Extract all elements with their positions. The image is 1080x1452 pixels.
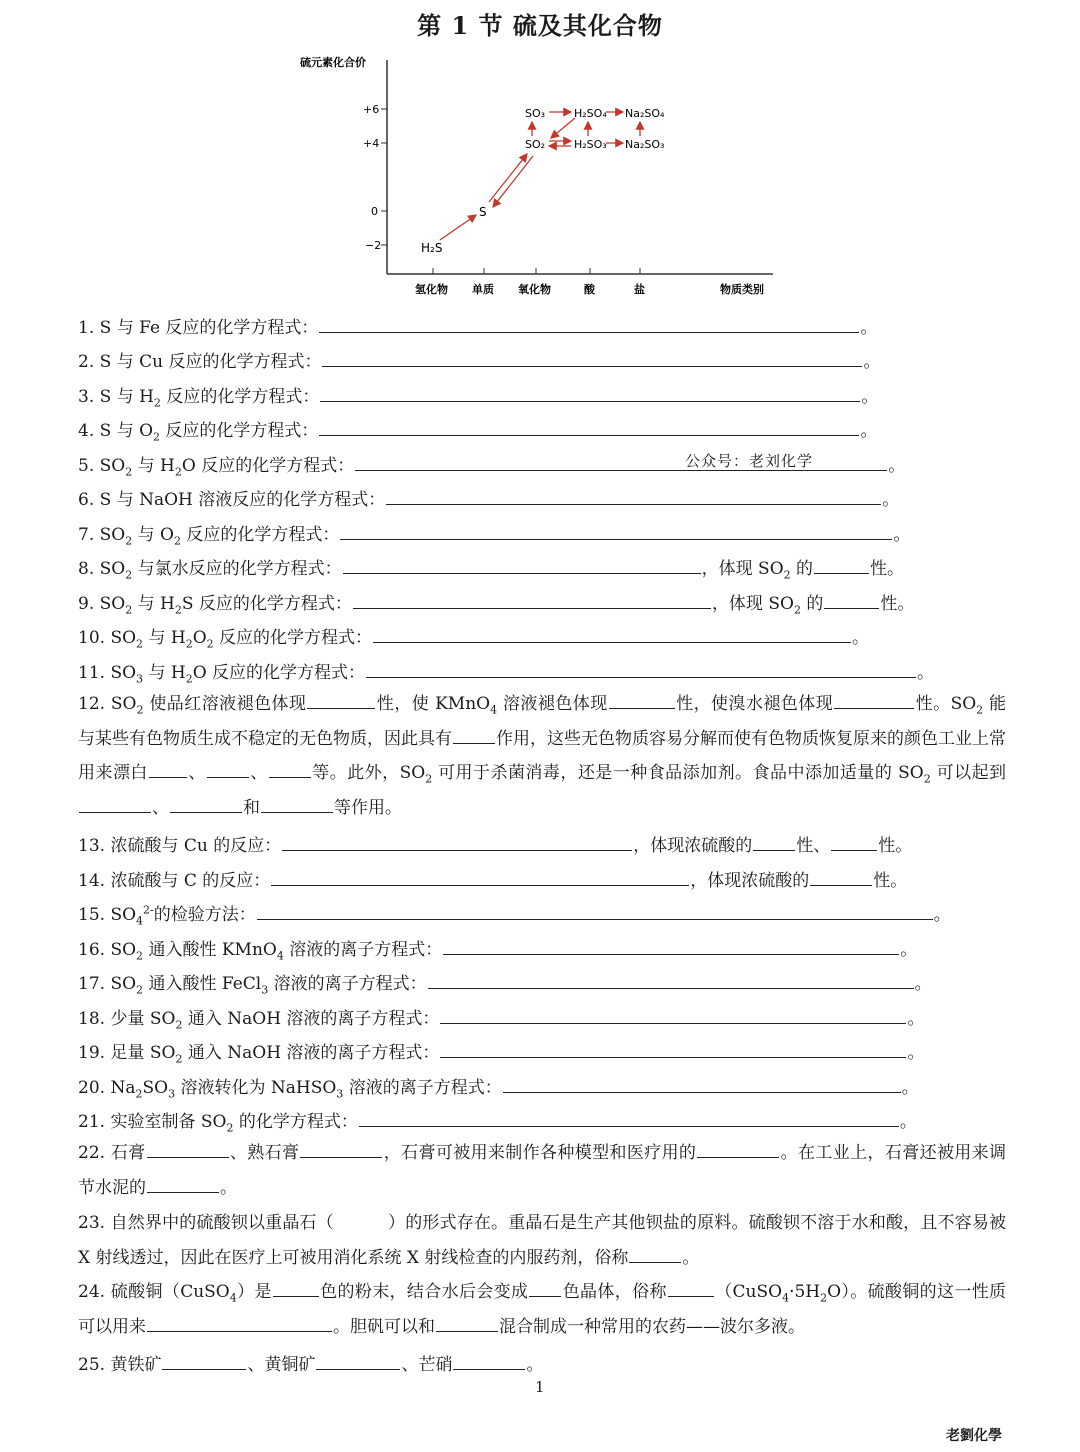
- subscript: 2: [206, 637, 214, 651]
- answer-blank[interactable]: [343, 556, 701, 574]
- question-text: 和: [243, 797, 260, 818]
- answer-blank[interactable]: [753, 833, 795, 851]
- question-text: 与 H: [143, 628, 186, 648]
- question-14: [78, 868, 907, 891]
- question-number: 5.: [78, 456, 95, 476]
- question-number: 19.: [78, 1043, 106, 1063]
- question-text: S 与 O: [99, 421, 154, 441]
- question-number: 11.: [78, 663, 106, 683]
- question-25: [78, 1352, 543, 1375]
- subscript: 4: [276, 949, 284, 963]
- question-text: Na: [110, 1078, 136, 1098]
- species-so2: SO₂: [525, 138, 546, 151]
- xcat-label: 盐: [634, 283, 645, 296]
- question-text: 性、: [796, 836, 831, 856]
- page-number: 1: [535, 1378, 545, 1396]
- question-6: [78, 487, 899, 510]
- superscript: 2-: [143, 903, 154, 917]
- question-text: SO: [99, 525, 126, 545]
- answer-blank[interactable]: [273, 1281, 319, 1297]
- question-17: [78, 971, 932, 997]
- period: 。: [907, 1009, 925, 1029]
- question-text: 溶液的离子方程式：: [283, 940, 443, 960]
- question-text: ）是: [236, 1282, 272, 1302]
- question-number: 17.: [78, 974, 106, 994]
- subscript: 2: [136, 637, 144, 651]
- question-text: 性。: [870, 559, 905, 579]
- subscript: 2: [226, 1121, 234, 1135]
- subscript: 2: [185, 672, 193, 686]
- question-number: 6.: [78, 490, 95, 510]
- answer-blank[interactable]: [810, 868, 872, 886]
- question-text: 浓硫酸与 Cu 的反应：: [110, 836, 282, 856]
- species-na2so3: Na₂SO₃: [625, 138, 665, 151]
- answer-blank[interactable]: [814, 556, 869, 574]
- question-number: 2.: [78, 352, 95, 372]
- species-h2s: H₂S: [421, 241, 443, 255]
- question-text: 与 H: [132, 456, 175, 476]
- answer-blank[interactable]: [282, 833, 632, 851]
- question-number: 9.: [78, 594, 95, 614]
- question-text: 、: [187, 763, 206, 783]
- question-4: [78, 418, 878, 444]
- period: 。: [863, 352, 881, 372]
- question-text: 与氯水反应的化学方程式：: [132, 559, 342, 579]
- question-text: 通入 NaOH 溶液的离子方程式：: [182, 1043, 440, 1063]
- answer-blank[interactable]: [300, 1142, 382, 1158]
- answer-blank[interactable]: [359, 1109, 899, 1127]
- question-text: 性。SO: [915, 694, 977, 714]
- species-h2so4: H₂SO₄: [574, 107, 607, 120]
- x-axis-label: 物质类别: [720, 283, 764, 296]
- question-text: 色的粉末，结合水后会变成: [319, 1282, 529, 1302]
- arrow-h2so4-so2: [551, 118, 575, 138]
- period: 。: [861, 387, 879, 407]
- question-text: 色晶体，俗称: [562, 1282, 667, 1302]
- question-text: 实验室制备 SO: [110, 1112, 227, 1132]
- question-text: 的: [800, 594, 824, 614]
- question-text: SO: [99, 456, 126, 476]
- answer-blank[interactable]: [147, 1177, 219, 1193]
- answer-blank[interactable]: [319, 315, 859, 333]
- question-text: 混合制成一种常用的农药——波尔多液。: [499, 1316, 805, 1337]
- answer-blank[interactable]: [453, 1352, 525, 1370]
- subscript: 3: [336, 1087, 344, 1101]
- period: 。: [901, 1078, 919, 1098]
- valence-diagram: [295, 52, 775, 302]
- answer-blank[interactable]: [79, 797, 151, 813]
- subscript: 2: [923, 772, 931, 786]
- species-h2so3: H₂SO₃: [574, 138, 607, 151]
- question-text: 、: [249, 763, 268, 783]
- answer-blank[interactable]: [316, 1352, 400, 1370]
- question-12: [78, 687, 1006, 825]
- arrow-so2-s: [493, 156, 533, 207]
- question-text: ，石膏可被用来制作各种模型和医疗用的: [383, 1143, 697, 1163]
- question-text: 。在工业上，石膏还被用来调节水泥的: [78, 1143, 1007, 1198]
- subscript: 2: [125, 603, 133, 617]
- question-text: ·5H: [789, 1282, 821, 1302]
- answer-blank[interactable]: [443, 937, 899, 955]
- question-9: [78, 591, 915, 617]
- question-text: SO: [110, 905, 137, 925]
- period: 。: [907, 1043, 925, 1063]
- period: 。: [933, 905, 951, 925]
- question-text: SO: [110, 663, 137, 683]
- question-number: 24.: [78, 1282, 106, 1302]
- question-text: 等。此外，SO: [311, 763, 426, 783]
- answer-blank[interactable]: [436, 1316, 498, 1332]
- answer-blank[interactable]: [307, 693, 375, 709]
- subscript: 3: [136, 672, 144, 686]
- question-text: 、芒硝: [401, 1355, 453, 1375]
- subscript: 2: [136, 983, 144, 997]
- question-text: 与 H: [143, 663, 186, 683]
- subscript: 2: [820, 1291, 828, 1305]
- question-text: S 与 Fe 反应的化学方程式：: [99, 318, 319, 338]
- answer-blank[interactable]: [831, 833, 877, 851]
- question-text: S 与 Cu 反应的化学方程式：: [99, 352, 322, 372]
- subscript: 2: [175, 1018, 183, 1032]
- question-text: 通入 NaOH 溶液的离子方程式：: [182, 1009, 440, 1029]
- subscript: 2: [174, 603, 182, 617]
- species-so3: SO₃: [525, 107, 546, 120]
- question-text: SO: [110, 940, 137, 960]
- ytick-label: 0: [371, 205, 378, 218]
- watermark-note: 公众号：老刘化学: [685, 452, 814, 470]
- question-number: 4.: [78, 421, 95, 441]
- question-number: 18.: [78, 1009, 106, 1029]
- question-text: 性。: [880, 594, 915, 614]
- answer-blank[interactable]: [147, 1142, 229, 1158]
- subscript: 2: [793, 603, 801, 617]
- subscript: 2: [175, 1052, 183, 1066]
- question-text: 性。: [873, 871, 908, 891]
- question-text: ）的形式存在。重晶石是生产其他钡盐的原料。硫酸钡不溶于水和酸，且不容易被 X 射线透过，因此在医疗上可被用消化系统 X 射线检查的内服药剂，俗称: [78, 1213, 1007, 1268]
- question-text: SO: [142, 1078, 169, 1098]
- answer-blank[interactable]: [366, 660, 916, 678]
- question-text: 。: [220, 1177, 237, 1198]
- question-text: O: [192, 628, 207, 648]
- question-text: SO: [99, 594, 126, 614]
- question-number: 21.: [78, 1112, 106, 1132]
- answer-blank[interactable]: [261, 797, 333, 813]
- question-text: 。: [526, 1355, 544, 1375]
- answer-blank[interactable]: [320, 384, 860, 402]
- arrow-h2s-s: [440, 215, 476, 240]
- question-16: [78, 937, 918, 963]
- question-text: 、黄铜矿: [247, 1355, 316, 1375]
- period: 。: [917, 663, 935, 683]
- question-text: SO: [110, 974, 137, 994]
- period: 。: [882, 490, 900, 510]
- question-number: 20.: [78, 1078, 106, 1098]
- question-text: SO: [99, 559, 126, 579]
- question-text: 的检验方法：: [153, 905, 256, 925]
- subscript: 4: [490, 703, 498, 717]
- period: 。: [914, 974, 932, 994]
- question-number: 10.: [78, 628, 106, 648]
- question-text: 足量 SO: [110, 1043, 176, 1063]
- question-text: 反应的化学方程式：: [213, 628, 373, 648]
- question-text: 少量 SO: [110, 1009, 176, 1029]
- subscript: 3: [261, 983, 269, 997]
- question-text: 硫酸铜（CuSO: [110, 1282, 230, 1302]
- question-text: 、: [152, 797, 169, 818]
- question-10: [78, 625, 870, 651]
- answer-blank[interactable]: [668, 1281, 714, 1297]
- question-text: S 与 H: [99, 387, 154, 407]
- question-text: 性，使溴水褪色体现: [675, 694, 834, 714]
- answer-blank[interactable]: [824, 591, 879, 609]
- question-text: O）。硫酸铜的这一性质可以用来: [78, 1282, 1007, 1337]
- question-text: 溶液转化为 NaHSO: [175, 1078, 337, 1098]
- question-text: 浓硫酸与 C 的反应：: [110, 871, 271, 891]
- subscript: 2: [125, 534, 133, 548]
- question-20: [78, 1075, 919, 1101]
- question-text: 反应的化学方程式：: [160, 421, 319, 441]
- question-19: [78, 1040, 925, 1066]
- answer-blank[interactable]: [319, 418, 859, 436]
- question-number: 8.: [78, 559, 95, 579]
- question-text: 反应的化学方程式：: [160, 387, 320, 407]
- subscript: 2: [783, 568, 791, 582]
- question-text: S 反应的化学方程式：: [181, 594, 352, 614]
- answer-blank[interactable]: [386, 487, 881, 505]
- question-number: 15.: [78, 905, 106, 925]
- question-text: SO: [110, 694, 137, 714]
- subscript: 2: [125, 568, 133, 582]
- question-text: 、熟石膏: [229, 1143, 300, 1163]
- question-13: [78, 833, 912, 856]
- question-7: [78, 522, 911, 548]
- question-text: （CuSO: [714, 1282, 783, 1302]
- question-text: S 与 NaOH 溶液反应的化学方程式：: [99, 490, 386, 510]
- ytick-label: −2: [365, 239, 382, 252]
- question-text: 通入酸性 FeCl: [143, 974, 262, 994]
- answer-blank[interactable]: [340, 522, 892, 540]
- answer-blank[interactable]: [322, 349, 862, 367]
- period: 。: [893, 525, 911, 545]
- question-number: 22.: [78, 1143, 106, 1163]
- subscript: 2: [976, 703, 984, 717]
- question-15: [78, 902, 951, 928]
- arrow-s-so2: [489, 154, 527, 202]
- species-na2so4: Na₂SO₄: [625, 107, 665, 120]
- question-number: 13.: [78, 836, 106, 856]
- page-title: 第 1 节 硫及其化合物: [417, 11, 663, 40]
- period: 。: [899, 1112, 917, 1132]
- y-axis-label: 硫元素化合价: [300, 56, 366, 69]
- question-text: 的化学方程式：: [233, 1112, 358, 1132]
- subscript: 4: [782, 1291, 790, 1305]
- answer-blank[interactable]: [149, 762, 187, 778]
- question-text: 可以起到: [930, 763, 1007, 783]
- question-number: 1.: [78, 318, 95, 338]
- question-22: [78, 1136, 1006, 1205]
- answer-blank[interactable]: [353, 591, 711, 609]
- answer-blank[interactable]: [629, 1247, 681, 1263]
- question-number: 25.: [78, 1355, 106, 1375]
- question-text: 等作用。: [334, 797, 402, 818]
- footer-brand: 老劉化學: [946, 1428, 1002, 1444]
- question-3: [78, 384, 879, 410]
- question-text: 可用于杀菌消毒，还是一种食品添加剂。食品中添加适量的 SO: [432, 763, 924, 783]
- answer-blank[interactable]: [440, 1040, 906, 1058]
- question-8: [78, 556, 905, 582]
- xcat-label: 单质: [472, 283, 494, 296]
- question-text: 。胆矾可以和: [333, 1316, 435, 1337]
- question-number: 16.: [78, 940, 106, 960]
- subscript: 2: [185, 637, 193, 651]
- question-text: 黄铁矿: [110, 1355, 162, 1375]
- question-2: [78, 349, 880, 372]
- subscript: 2: [173, 534, 181, 548]
- question-23: [78, 1206, 1006, 1275]
- answer-blank[interactable]: [207, 762, 249, 778]
- ytick-label: +6: [363, 103, 380, 116]
- subscript: 2: [135, 1087, 143, 1101]
- xcat-label: 酸: [584, 283, 595, 296]
- answer-blank[interactable]: [697, 1142, 779, 1158]
- question-text: 溶液的离子方程式：: [343, 1078, 502, 1098]
- subscript: 3: [168, 1087, 176, 1101]
- question-text: ，体现浓硫酸的: [690, 871, 810, 891]
- question-18: [78, 1006, 925, 1032]
- answer-blank[interactable]: [440, 1006, 906, 1024]
- answer-blank[interactable]: [373, 625, 851, 643]
- question-text: ，体现浓硫酸的: [633, 836, 753, 856]
- answer-blank[interactable]: [834, 693, 914, 709]
- question-text: O 反应的化学方程式：: [181, 456, 355, 476]
- period: 。: [900, 940, 918, 960]
- subscript: 4: [229, 1291, 237, 1305]
- ytick-label: +4: [363, 137, 380, 150]
- period: 。: [852, 628, 870, 648]
- answer-blank[interactable]: [257, 902, 933, 920]
- question-text: 性。: [878, 836, 913, 856]
- question-number: 14.: [78, 871, 106, 891]
- question-text: 自然界中的硫酸钡以重晶石（: [110, 1213, 334, 1233]
- period: 。: [860, 421, 878, 441]
- subscript: 2: [136, 949, 144, 963]
- subscript: 2: [153, 396, 161, 410]
- question-text: 使品红溶液褪色体现: [143, 694, 307, 714]
- subscript: 2: [125, 465, 133, 479]
- question-text: ，体现 SO: [701, 559, 784, 579]
- question-text: 性，使 KMnO: [376, 694, 491, 714]
- period: 。: [888, 456, 906, 476]
- question-text: 石膏: [110, 1143, 146, 1163]
- question-text: O 反应的化学方程式：: [192, 663, 366, 683]
- question-text: 溶液褪色体现: [497, 694, 608, 714]
- question-text: 反应的化学方程式：: [180, 525, 340, 545]
- question-text: 通入酸性 KMnO: [143, 940, 277, 960]
- subscript: 4: [136, 914, 144, 928]
- question-text: 能与某些有色物质生成不稳定的无色物质，因此具有: [78, 694, 1007, 749]
- question-text: SO: [110, 628, 137, 648]
- answer-blank[interactable]: [428, 971, 914, 989]
- question-number: 12.: [78, 694, 106, 714]
- question-24: [78, 1275, 1006, 1344]
- answer-blank[interactable]: [271, 868, 689, 886]
- question-number: 3.: [78, 387, 95, 407]
- xcat-label: 氧化物: [518, 283, 551, 296]
- answer-blank[interactable]: [147, 1316, 332, 1332]
- question-number: 23.: [78, 1213, 106, 1233]
- subscript: 2: [136, 703, 144, 717]
- question-text: 溶液的离子方程式：: [268, 974, 427, 994]
- question-number: 7.: [78, 525, 95, 545]
- subscript: 2: [153, 430, 161, 444]
- answer-blank[interactable]: [162, 1352, 246, 1370]
- answer-blank[interactable]: [529, 1281, 561, 1297]
- subscript: 2: [425, 772, 433, 786]
- question-text: 。: [682, 1247, 700, 1268]
- answer-blank[interactable]: [170, 797, 242, 813]
- answer-blank[interactable]: [269, 762, 311, 778]
- period: 。: [860, 318, 878, 338]
- question-1: [78, 315, 877, 338]
- question-text: 作用，这些无色物质容易分解而使有色物质恢复原来的颜色工业上常用来漂白: [78, 728, 1006, 783]
- xcat-label: 氢化物: [415, 283, 448, 296]
- question-21: [78, 1109, 917, 1135]
- answer-blank[interactable]: [453, 728, 495, 744]
- species-s: S: [479, 205, 487, 219]
- question-text: 的: [790, 559, 814, 579]
- question-text: ，体现 SO: [711, 594, 794, 614]
- question-text: 与 O: [132, 525, 174, 545]
- answer-blank[interactable]: [609, 693, 675, 709]
- question-text: 与 H: [132, 594, 175, 614]
- subscript: 2: [174, 465, 182, 479]
- answer-blank[interactable]: [503, 1075, 901, 1093]
- question-11: [78, 660, 935, 686]
